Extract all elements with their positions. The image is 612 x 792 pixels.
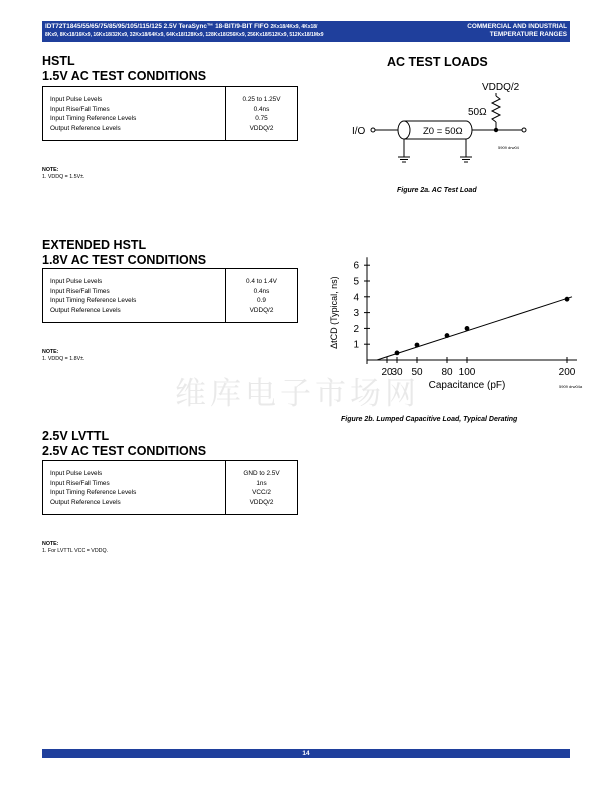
hstl-title: HSTL: [42, 54, 75, 68]
value-cell: VDDQ/2: [249, 124, 274, 132]
page-number: 14: [302, 750, 310, 757]
y-tick-label: 5: [353, 276, 359, 288]
note-text: 1. For LVTTL VCC = VDDQ.: [42, 547, 109, 554]
table-row: [43, 87, 297, 105]
chart-drawing-id: 5909 drw04a: [559, 384, 583, 389]
param-cell: Output Reference Levels: [43, 124, 226, 141]
x-axis-label: Capacitance (pF): [428, 380, 506, 391]
tline-label: Z0 = 50Ω: [423, 126, 463, 137]
value-cell: GND to 2.5V: [243, 470, 280, 477]
data-point: [445, 333, 450, 338]
chart-series: [377, 297, 572, 360]
param-cell: Input Pulse Levels: [43, 87, 226, 105]
x-tick-label: 100: [458, 367, 476, 378]
value-cell: 0.25 to 1.25V: [242, 96, 281, 103]
ehstl-conditions-table: [42, 268, 298, 323]
header-right-line2: TEMPERATURE RANGES: [489, 31, 567, 39]
y-tick-label: 6: [353, 260, 359, 272]
drawing-id: 5909 drw04: [498, 145, 519, 150]
value-cell: VDDQ/2: [249, 306, 274, 314]
header-line1-small: 2Kx18/4Kx9, 4Kx18/: [270, 24, 318, 30]
param-cell: Input Rise/Fall Times: [43, 105, 226, 115]
footer-bar: [42, 749, 570, 758]
x-tick-label: 20: [381, 367, 393, 378]
output-terminal: [522, 128, 526, 132]
x-tick-label: 30: [391, 367, 403, 378]
value-cell: 0.4 to 1.4V: [246, 278, 277, 285]
y-axis-label: ΔtCD (Typical, ns): [329, 276, 339, 349]
hstl-subtitle: 1.5V AC TEST CONDITIONS: [42, 69, 207, 83]
table-row: [43, 498, 297, 515]
param-cell: Input Pulse Levels: [43, 461, 226, 479]
data-point: [395, 350, 400, 355]
y-tick-label: 1: [353, 339, 359, 351]
ac-test-load-schematic: [340, 75, 570, 170]
param-cell: Input Pulse Levels: [43, 269, 226, 287]
value-cell: 0.4ns: [253, 105, 270, 113]
lvttl-conditions-table: [42, 460, 298, 515]
resistor-label: 50Ω: [468, 107, 487, 118]
table-row: [43, 488, 297, 498]
value-cell: 0.4ns: [253, 287, 270, 295]
header-right-line1: COMMERCIAL AND INDUSTRIAL: [467, 23, 567, 30]
note-text: 1. VDDQ = 1.8V±.: [42, 355, 85, 362]
figure-2b-caption: Figure 2b. Lumped Capacitive Load, Typical Derating: [341, 416, 518, 423]
y-tick-label: 3: [353, 308, 359, 320]
value-cell: 0.9: [257, 297, 266, 304]
param-cell: Input Rise/Fall Times: [43, 287, 226, 297]
value-cell: VDDQ/2: [249, 498, 274, 506]
io-label: I/O: [352, 126, 366, 137]
header-part-title: [45, 23, 445, 39]
chart-axes: [364, 257, 577, 364]
ehstl-note: [42, 349, 85, 362]
io-terminal: [371, 128, 375, 132]
header-line2: 8Kx9, 8Kx18/16Kx9, 16Kx18/32Kx9, 32Kx18/64Kx9, 64Kx18/128Kx9, 128Kx18/256Kx9, 256Kx18/512Kx9, 512Kx18/1Mx9: [45, 32, 324, 39]
header-temperature-range: [467, 23, 567, 39]
table-row: [43, 296, 297, 306]
ehstl-title: EXTENDED HSTL: [42, 238, 147, 252]
lvttl-title: 2.5V LVTTL: [42, 429, 110, 443]
param-cell: Output Reference Levels: [43, 498, 226, 515]
ehstl-subtitle: 1.8V AC TEST CONDITIONS: [42, 253, 207, 267]
data-point: [465, 326, 470, 331]
trend-line: [377, 297, 572, 360]
table-row: [43, 461, 297, 479]
hstl-note: [42, 167, 85, 180]
lvttl-subtitle: 2.5V AC TEST CONDITIONS: [42, 444, 207, 458]
data-point: [415, 343, 420, 348]
table-row: [43, 124, 297, 141]
note-label: NOTE:: [42, 349, 59, 355]
table-row: [43, 105, 297, 115]
tline-right-end: [466, 121, 472, 139]
table-row: [43, 114, 297, 124]
note-label: NOTE:: [42, 167, 59, 173]
junction-node: [494, 128, 498, 132]
y-tick-label: 2: [353, 323, 359, 335]
x-tick-label: 80: [441, 367, 453, 378]
ac-loads-title: AC TEST LOADS: [387, 55, 488, 69]
note-label: NOTE:: [42, 541, 59, 547]
x-tick-label: 50: [411, 367, 423, 378]
header-bar: [42, 21, 570, 42]
figure-2a-caption: Figure 2a. AC Test Load: [397, 187, 477, 194]
watermark-text: 维库电子市场网: [175, 376, 420, 412]
value-cell: VCC/2: [252, 489, 271, 496]
value-cell: 0.75: [255, 115, 268, 122]
note-text: 1. VDDQ = 1.5V±.: [42, 173, 85, 180]
table-row: [43, 287, 297, 297]
vddq-label: VDDQ/2: [482, 82, 520, 93]
y-tick-label: 4: [353, 292, 359, 304]
lvttl-note: [42, 541, 108, 554]
value-cell: 1ns: [256, 479, 267, 487]
param-cell: Input Rise/Fall Times: [43, 479, 226, 489]
table-row: [43, 306, 297, 323]
param-cell: Input Timing Reference Levels: [43, 488, 226, 498]
tline-left-end: [398, 121, 410, 139]
header-line1: IDT72T1845/55/65/75/85/95/105/115/125 2.5V TeraSync™ 18-BIT/9-BIT FIFO: [45, 23, 269, 30]
table-row: [43, 479, 297, 489]
param-cell: Input Timing Reference Levels: [43, 114, 226, 124]
table-row: [43, 269, 297, 287]
resistor-symbol: [492, 96, 500, 122]
param-cell: Output Reference Levels: [43, 306, 226, 323]
data-point: [565, 297, 570, 302]
param-cell: Input Timing Reference Levels: [43, 296, 226, 306]
x-tick-label: 200: [558, 367, 576, 378]
hstl-conditions-table: [42, 86, 298, 141]
